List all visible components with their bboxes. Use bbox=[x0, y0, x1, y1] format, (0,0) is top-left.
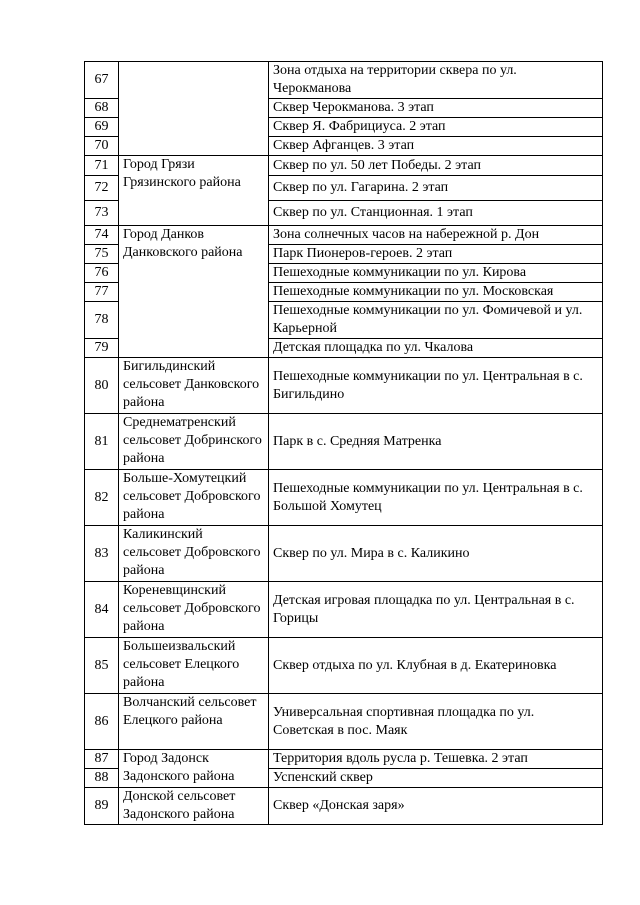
table-row bbox=[85, 470, 603, 526]
object-cell: Детская игровая площадка по ул. Центральная в с. Горицы bbox=[269, 582, 603, 638]
object-cell: Территория вдоль русла р. Тешевка. 2 этап bbox=[269, 750, 603, 769]
table-row bbox=[85, 526, 603, 582]
table-row bbox=[85, 62, 603, 99]
district-cell: Среднематренский сельсовет Добринского района bbox=[119, 414, 269, 470]
table-row bbox=[85, 750, 603, 769]
object-cell: Сквер по ул. 50 лет Победы. 2 этап bbox=[269, 156, 603, 176]
object-cell: Сквер «Донская заря» bbox=[269, 788, 603, 825]
district-cell: Большеизвальский сельсовет Елецкого района bbox=[119, 638, 269, 694]
object-cell: Пешеходные коммуникации по ул. Центральная в с. Большой Хомутец bbox=[269, 470, 603, 526]
row-number: 87 bbox=[85, 750, 119, 769]
object-cell: Успенский сквер bbox=[269, 769, 603, 788]
table-row bbox=[85, 788, 603, 825]
row-number: 74 bbox=[85, 226, 119, 245]
table-row bbox=[85, 638, 603, 694]
row-number: 86 bbox=[85, 694, 119, 750]
row-number: 77 bbox=[85, 283, 119, 302]
object-cell: Сквер по ул. Мира в с. Каликино bbox=[269, 526, 603, 582]
object-cell: Пешеходные коммуникации по ул. Кирова bbox=[269, 264, 603, 283]
object-cell: Сквер Я. Фабрициуса. 2 этап bbox=[269, 118, 603, 137]
object-cell: Пешеходные коммуникации по ул. Фомичевой и ул. Карьерной bbox=[269, 302, 603, 339]
object-cell: Зона солнечных часов на набережной р. Дон bbox=[269, 226, 603, 245]
row-number: 71 bbox=[85, 156, 119, 176]
object-cell: Пешеходные коммуникации по ул. Московская bbox=[269, 283, 603, 302]
object-cell: Сквер Афганцев. 3 этап bbox=[269, 137, 603, 156]
object-cell: Универсальная спортивная площадка по ул. Советская в пос. Маяк bbox=[269, 694, 603, 750]
row-number: 69 bbox=[85, 118, 119, 137]
row-number: 84 bbox=[85, 582, 119, 638]
row-number: 73 bbox=[85, 201, 119, 226]
table-row bbox=[85, 226, 603, 245]
table-row bbox=[85, 694, 603, 750]
row-number: 70 bbox=[85, 137, 119, 156]
row-number: 76 bbox=[85, 264, 119, 283]
row-number: 89 bbox=[85, 788, 119, 825]
row-number: 78 bbox=[85, 302, 119, 339]
district-cell: Каликинский сельсовет Добровского района bbox=[119, 526, 269, 582]
row-number: 68 bbox=[85, 99, 119, 118]
table-row bbox=[85, 414, 603, 470]
object-cell: Парк в с. Средняя Матренка bbox=[269, 414, 603, 470]
row-number: 81 bbox=[85, 414, 119, 470]
district-cell: Волчанский сельсовет Елецкого района bbox=[119, 694, 269, 750]
table-row bbox=[85, 156, 603, 176]
object-cell: Сквер Черокманова. 3 этап bbox=[269, 99, 603, 118]
row-number: 79 bbox=[85, 339, 119, 358]
district-cell: Кореневщинский сельсовет Добровского района bbox=[119, 582, 269, 638]
row-number: 82 bbox=[85, 470, 119, 526]
object-cell: Парк Пионеров-героев. 2 этап bbox=[269, 245, 603, 264]
object-cell: Детская площадка по ул. Чкалова bbox=[269, 339, 603, 358]
district-cell: Город Данков Данковского района bbox=[119, 226, 269, 358]
row-number: 88 bbox=[85, 769, 119, 788]
object-cell: Сквер по ул. Гагарина. 2 этап bbox=[269, 176, 603, 201]
table-row bbox=[85, 582, 603, 638]
district-cell: Бигильдинский сельсовет Данковского района bbox=[119, 358, 269, 414]
object-cell: Сквер по ул. Станционная. 1 этап bbox=[269, 201, 603, 226]
row-number: 85 bbox=[85, 638, 119, 694]
object-cell: Зона отдыха на территории сквера по ул. Черокманова bbox=[269, 62, 603, 99]
row-number: 75 bbox=[85, 245, 119, 264]
row-number: 72 bbox=[85, 176, 119, 201]
row-number: 67 bbox=[85, 62, 119, 99]
projects-table bbox=[84, 61, 603, 825]
district-cell: Город Грязи Грязинского района bbox=[119, 156, 269, 226]
object-cell: Сквер отдыха по ул. Клубная в д. Екатериновка bbox=[269, 638, 603, 694]
object-cell: Пешеходные коммуникации по ул. Центральная в с. Бигильдино bbox=[269, 358, 603, 414]
district-cell: Больше-Хомутецкий сельсовет Добровского района bbox=[119, 470, 269, 526]
district-cell bbox=[119, 62, 269, 156]
district-cell: Город Задонск Задонского района bbox=[119, 750, 269, 788]
row-number: 83 bbox=[85, 526, 119, 582]
district-cell: Донской сельсовет Задонского района bbox=[119, 788, 269, 825]
table-row bbox=[85, 358, 603, 414]
row-number: 80 bbox=[85, 358, 119, 414]
